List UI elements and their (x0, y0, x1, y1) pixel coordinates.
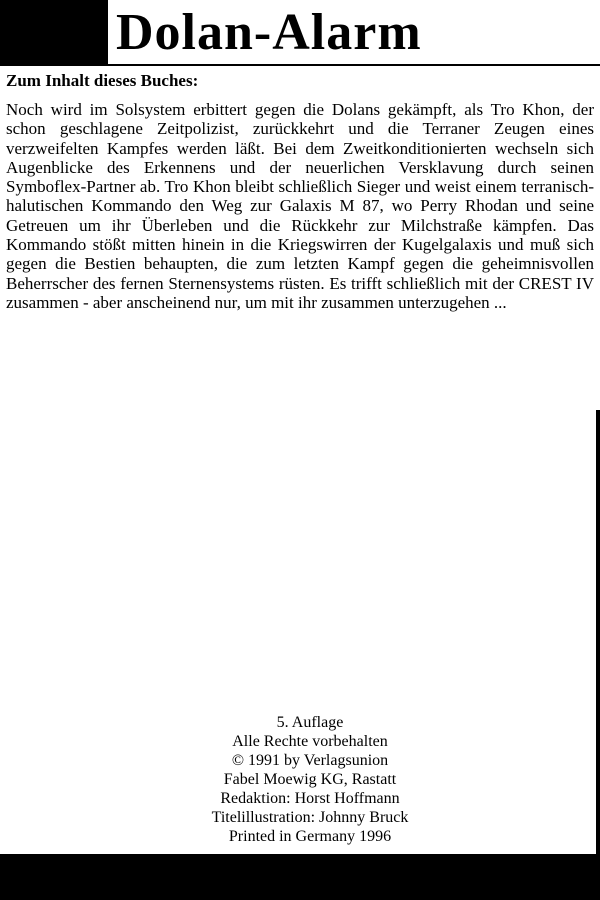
imprint-edition: 5. Auflage (276, 714, 344, 731)
imprint-illustration: Titelillustration: Johnny Bruck (211, 809, 409, 826)
imprint-copyright: © 1991 by Verlagsunion (231, 752, 389, 769)
imprint-publisher: Fabel Moewig KG, Rastatt (223, 771, 397, 788)
book-title: Dolan-Alarm (116, 4, 422, 61)
synopsis-heading: Zum Inhalt dieses Buches: (6, 71, 199, 90)
black-corner-block (0, 0, 108, 64)
bottom-black-band (0, 854, 600, 900)
imprint-printed: Printed in Germany 1996 (228, 828, 392, 845)
imprint-block (0, 713, 600, 846)
synopsis-text: Noch wird im Solsystem erbittert gegen die Dolans gekämpft, als Tro Khon, der schon geschlagene Zeitpolizist, zurückkehrt und die Terraner Zeugen eines verzweifelten Kampfes werden läßt. Bei dem Zweitkonditionierten wechseln sich Augenblicke des Erkennens und der neuerlichen Versklavung durch seinen Symboflex-Partner ab. Tro Khon bleibt schließlich Sieger und weist einem terranisch-halutischen Kommando den Weg zur Galaxis M 87, wo Perry Rhodan und seine Getreuen um ihr Überleben und die Rückkehr zur Milchstraße kämpfen. Das Kommando stößt mitten hinein in die Kriegswirren der Kugelgalaxis und muß sich gegen die Bestien behaupten, die zum letzten Kampf gegen die geheimnisvollen Beherrscher des fernen Sternensystems rüsten. Es trifft schließlich mit der CREST IV zusammen - aber anscheinend nur, um mit ihr zusammen unterzugehen ... (6, 100, 594, 312)
imprint-rights: Alle Rechte vorbehalten (232, 733, 388, 750)
title-rule (0, 64, 600, 66)
imprint-editor: Redaktion: Horst Hoffmann (220, 790, 400, 807)
